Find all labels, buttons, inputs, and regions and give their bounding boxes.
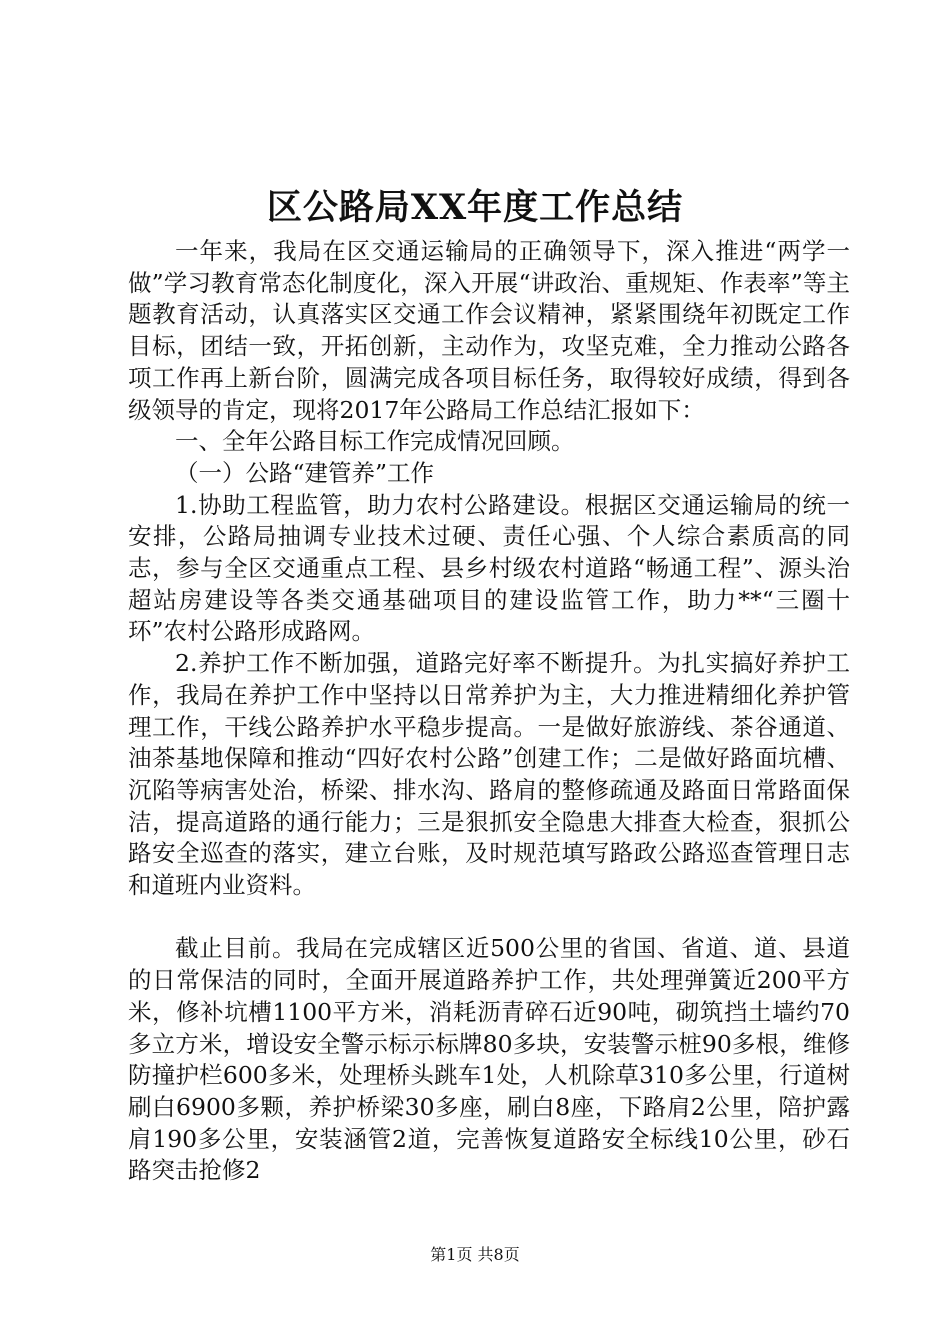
paragraph-item-2: 2.养护工作不断加强，道路完好率不断提升。为扎实搞好养护工作，我局在养护工作中坚持以日常养护为主，大力推进精细化养护管理工作，干线公路养护水平稳步提高。一是做好旅游线、茶谷通道、油茶基地保障和推动“四好农村公路”创建工作；二是做好路面坑槽、沉陷等病害处治，桥梁、排水沟、路肩的整修疏通及路面日常路面保洁，提高道路的通行能力；三是狠抓安全隐患大排查大检查，狠抓公路安全巡查的落实，建立台账，及时规范填写路政公路巡查管理日志和道班内业资料。	[128, 649, 850, 900]
page-number: 第1页 共8页	[430, 1245, 520, 1264]
paragraph-progress: 截止目前。我局在完成辖区近500公里的省国、省道、道、县道的日常保洁的同时，全面开展道路养护工作，共处理弹簧近200平方米，修补坑槽1100平方米，消耗沥青碎石近90吨，砌筑挡土墙约70多立方米，增设安全警示标示标牌80多块，安装警示桩90多根，维修防撞护栏600多米，处理桥头跳车1处，人机除草310多公里，行道树刷白6900多颗，养护桥梁30多座，刷白8座，下路肩2公里，陪护露肩190多公里，安装涵管2道，完善恢复道路安全标线10公里，砂石路突击抢修2	[128, 934, 850, 1185]
document-title: 区公路局XX年度工作总结	[266, 187, 684, 228]
document-body	[128, 236, 850, 1187]
subsection-heading: （一）公路“建管养”工作	[175, 458, 435, 487]
paragraph-intro: 一年来，我局在区交通运输局的正确领导下，深入推进“两学一做”学习教育常态化制度化，深入开展“讲政治、重规矩、作表率”等主题教育活动，认真落实区交通工作会议精神，紧紧围绕年初既定工作目标，团结一致，开拓创新，主动作为，攻坚克难，全力推动公路各项工作再上新台阶，圆满完成各项目标任务，取得较好成绩，得到各级领导的肯定，现将2017年公路局工作总结汇报如下：	[128, 237, 850, 424]
section-heading: 一、全年公路目标工作完成情况回顾。	[175, 427, 575, 456]
paragraph-item-1: 1.协助工程监管，助力农村公路建设。根据区交通运输局的统一安排，公路局抽调专业技术过硬、责任心强、个人综合素质高的同志，参与全区交通重点工程、县乡村级农村道路“畅通工程”、源头治超站房建设等各类交通基础项目的建设监管工作，助力**“三圈十环”农村公路形成路网。	[128, 490, 850, 646]
